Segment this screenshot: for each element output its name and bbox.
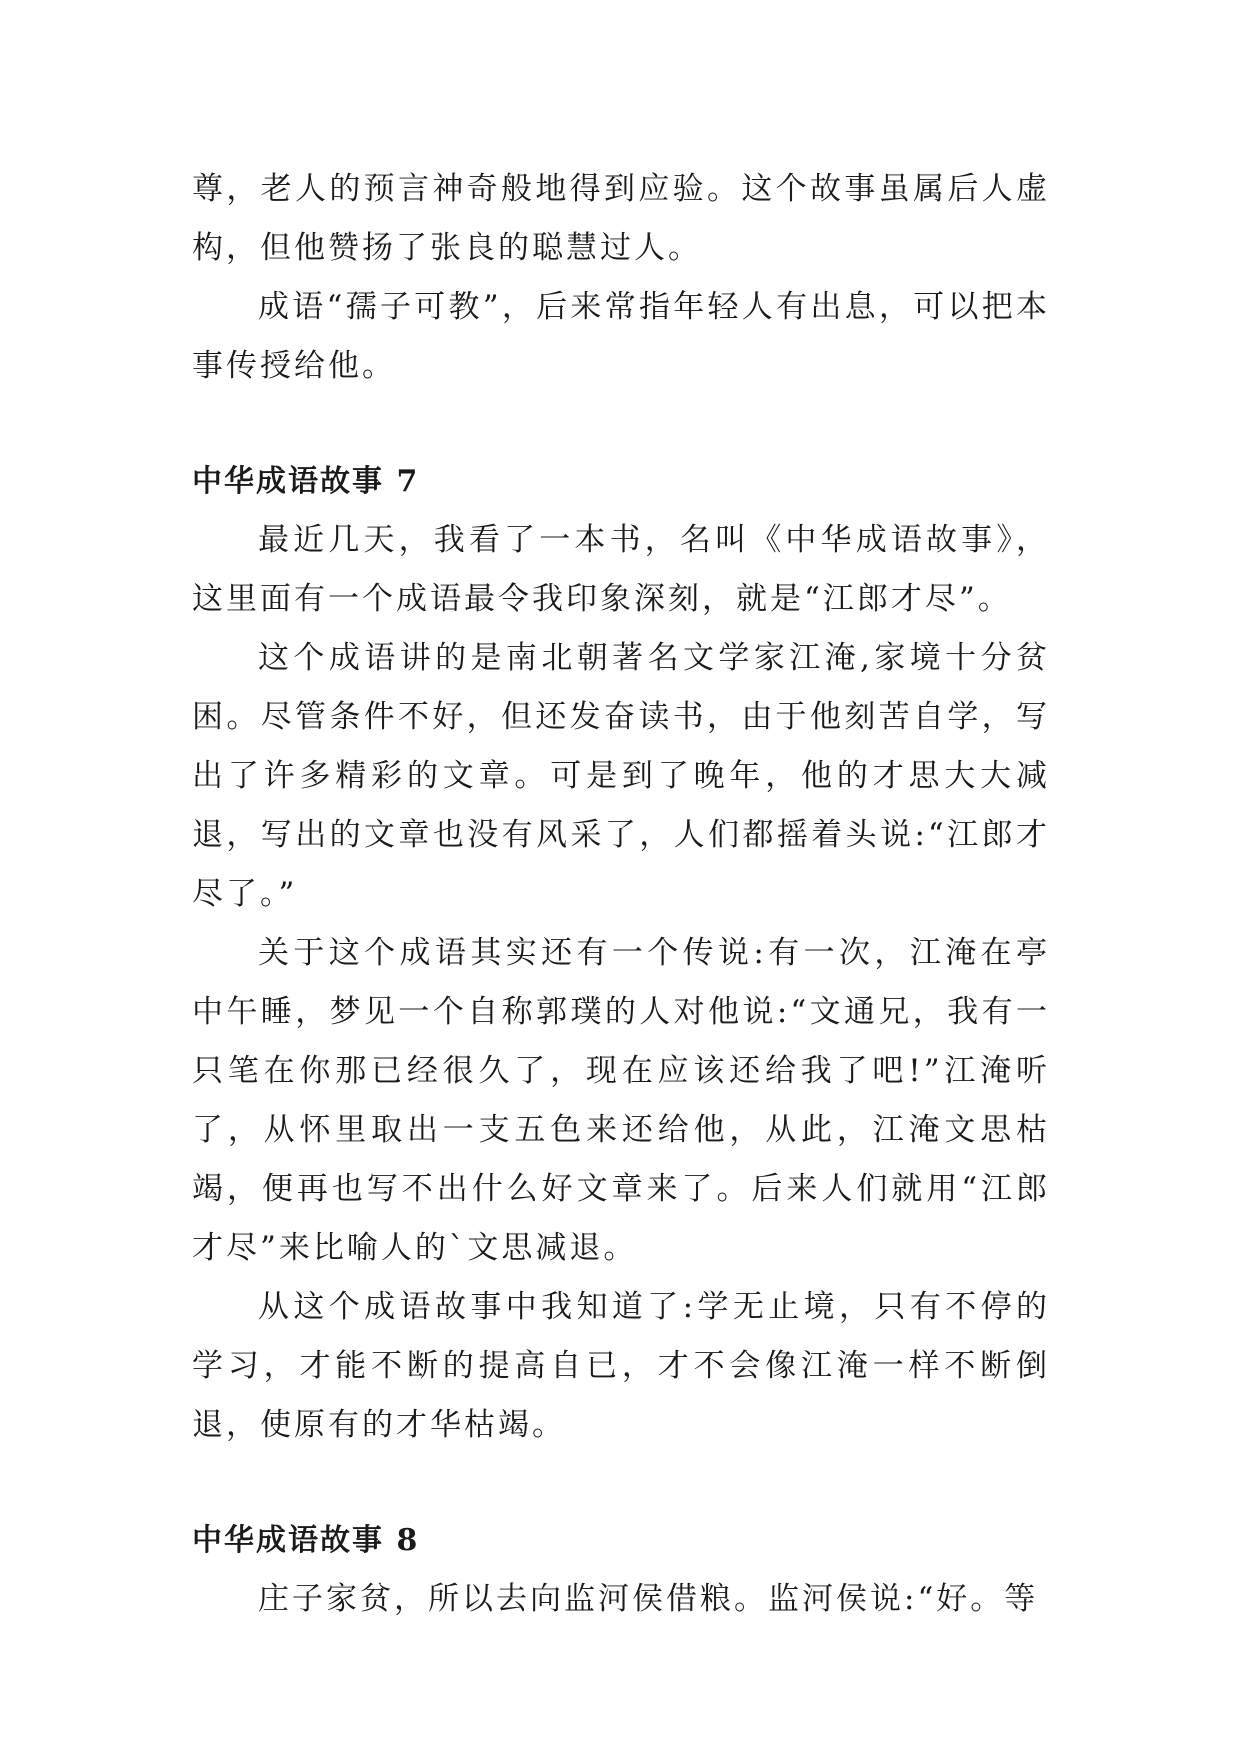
paragraph-zhuangzi: 庄子家贫，所以去向监河侯借粮。监河侯说:“好。等 bbox=[258, 1581, 1039, 1617]
document-body bbox=[192, 160, 1050, 1629]
section-heading-story-8: 中华成语故事 8 bbox=[192, 1523, 420, 1558]
section-heading-story-7: 中华成语故事 7 bbox=[192, 464, 420, 499]
paragraph-book-intro: 最近几天，我看了一本书，名叫《中华成语故事》，这里面有一个成语最令我印象深刻，就是“江郎才尽”。 bbox=[192, 522, 1050, 617]
paragraph-zhang-liang-ending: 尊，老人的预言神奇般地得到应验。这个故事虽属后人虚构，但他赞扬了张良的聪慧过人。 bbox=[192, 171, 1050, 266]
paragraph-lesson: 从这个成语故事中我知道了:学无止境，只有不停的学习，才能不断的提高自已，才不会像江淹一样不断倒退，使原有的才华枯竭。 bbox=[192, 1289, 1050, 1443]
paragraph-idiom-meaning: 成语“孺子可教”，后来常指年轻人有出息，可以把本事传授给他。 bbox=[192, 289, 1050, 384]
paragraph-legend: 关于这个成语其实还有一个传说:有一次，江淹在亭中午睡，梦见一个自称郭璞的人对他说:“文通兄，我有一只笔在你那已经很久了，现在应该还给我了吧!”江淹听了，从怀里取出一支五色来还给他，从此，江淹文思枯竭，便再也写不出什么好文章来了。后来人们就用“江郎才尽”来比喻人的`文思减退。 bbox=[192, 935, 1050, 1266]
paragraph-jiang-yan-background: 这个成语讲的是南北朝著名文学家江淹,家境十分贫困。尽管条件不好，但还发奋读书，由于他刻苦自学，写出了许多精彩的文章。可是到了晚年，他的才思大大减退，写出的文章也没有风采了，人们都摇着头说:“江郎才尽了。” bbox=[192, 640, 1050, 912]
